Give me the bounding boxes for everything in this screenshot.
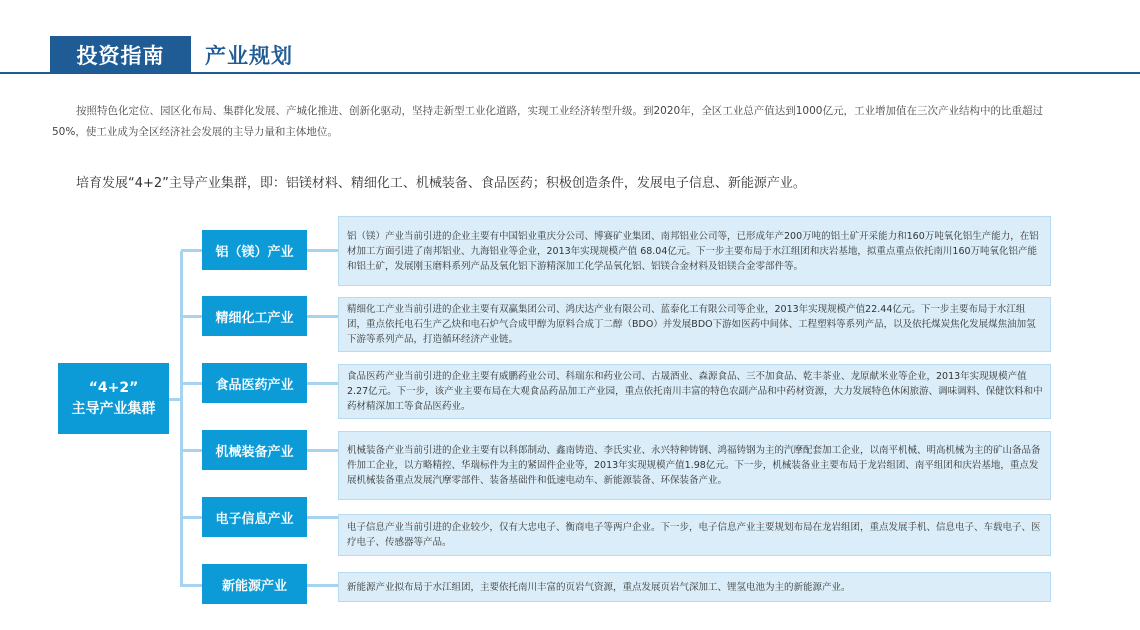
category-link-connector xyxy=(307,249,338,252)
tree-branch-connector xyxy=(181,382,202,385)
category-link-connector xyxy=(307,516,338,519)
description-text: 机械装备产业当前引进的企业主要有以科郎制动、鑫南铸造、李氏实业、永兴特种铸钢、鸿福铸钢为主的汽摩配套加工企业，以南平机械、明高机械为主的矿山备品备件加工企业，以方略精控、华瑞标件为主的紧固件企业等，2013年实现规模产值1.98亿元。下一步，机械装备业主要布局于龙岩组团、南平组团和庆岩基地，重点发展机械装备重点发展汽摩零部件、装备基础件和低速电动车、新能源装备、环保装备产业。 xyxy=(347,445,1041,486)
page-title-tab xyxy=(50,36,191,74)
tree-root-connector xyxy=(169,398,181,401)
category-link-connector xyxy=(307,315,338,318)
cluster-label-line2: 主导产业集群 xyxy=(71,400,156,417)
description-machinery xyxy=(338,431,1051,500)
description-fine-chemical xyxy=(338,297,1051,352)
tree-vertical-connector xyxy=(180,251,183,587)
header-divider xyxy=(0,72,1140,74)
category-machinery: 机械装备产业 xyxy=(202,430,307,470)
tree-branch-connector xyxy=(181,249,202,252)
description-new-energy xyxy=(338,572,1051,602)
description-text: 电子信息产业当前引进的企业较少，仅有大忠电子、衡商电子等两户企业。下一步，电子信息产业主要规划布局在龙岩组团，重点发展手机、信息电子、车载电子、医疗电子、传感器等产品。 xyxy=(347,522,1041,548)
description-food-medicine xyxy=(338,364,1051,419)
tree-branch-connector xyxy=(181,516,202,519)
description-text: 铝（镁）产业当前引进的企业主要有中国铝业重庆分公司、博赛矿业集团、南邦铝业公司等，已形成年产200万吨的铝土矿开采能力和160万吨氧化铝生产能力，在铝材加工方面引进了南邦铝业、九海铝业等企业，2013年实现规模产值 68.04亿元。下一步主要布局于水江组团和庆岩基地，拟重点重点依托南川160万吨氧化铝产能和铝土矿，发展刚玉磨料系列产品及氧化铝下游精深加工化学品氧化铝、铝镁合金材料及铝镁合金零部件等。 xyxy=(347,230,1039,272)
category-electronics: 电子信息产业 xyxy=(202,497,307,537)
category-food-medicine: 食品医药产业 xyxy=(202,363,307,403)
description-text: 精细化工产业当前引进的企业主要有双赢集团公司、鸿庆达产业有限公司、蓝泰化工有限公司等企业，2013年实现规模产值22.44亿元。下一步主要布局于水江组团，重点依托电石生产乙炔和电石炉气合成甲醇为原料合成丁二醇（BDO）并发展BDO下游如医药中间体、工程塑料等系列产品，以及依托煤炭焦化发展煤焦油加氢下游等系列产品，打造循环经济产业链。 xyxy=(347,304,1036,345)
description-text: 新能源产业拟布局于水江组团，主要依托南川丰富的页岩气资源，重点发展页岩气深加工、锂氢电池为主的新能源产业。 xyxy=(347,581,851,593)
page-title: 投资指南 xyxy=(76,44,165,68)
summary-paragraph: 培育发展“4+2”主导产业集群，即：铝镁材料、精细化工、机械装备、食品医药；积极创造条件，发展电子信息、新能源产业。 xyxy=(76,176,806,191)
intro-paragraph: 按照特色化定位、园区化布局、集群化发展、产城化推进、创新化驱动，坚持走新型工业化道路，实现工业经济转型升级。到2020年，全区工业总产值达到1000亿元，工业增加值在三次产业结构中的比重超过50%，使工业成为全区经济社会发展的主导力量和主体地位。 xyxy=(52,105,1043,138)
page-subtitle: 产业规划 xyxy=(205,44,293,68)
tree-branch-connector xyxy=(181,315,202,318)
category-link-connector xyxy=(307,584,338,587)
category-new-energy: 新能源产业 xyxy=(202,564,307,604)
category-fine-chemical: 精细化工产业 xyxy=(202,296,307,336)
category-link-connector xyxy=(307,382,338,385)
tree-branch-connector xyxy=(181,449,202,452)
category-aluminum: 铝（镁）产业 xyxy=(202,230,307,270)
description-electronics xyxy=(338,514,1051,556)
main-industry-cluster-node xyxy=(58,363,169,434)
description-text: 食品医药产业当前引进的企业主要有威鹏药业公司、科瑞东和药业公司、古晟酒业、森源食品、三不加食品、乾丰茶业、龙原献米业等企业，2013年实现规模产值2.27亿元。下一步，该产业主要布局在大观食品药品加工产业园，重点依托南川丰富的特色农副产品和中药材资源，大力发展特色休闲旅游、调味调料、保健饮料和中药材精深加工等食品医药业。 xyxy=(347,371,1043,412)
description-aluminum xyxy=(338,216,1051,286)
cluster-label-line1: “4+2” xyxy=(88,379,139,396)
tree-branch-connector xyxy=(181,584,202,587)
category-link-connector xyxy=(307,449,338,452)
